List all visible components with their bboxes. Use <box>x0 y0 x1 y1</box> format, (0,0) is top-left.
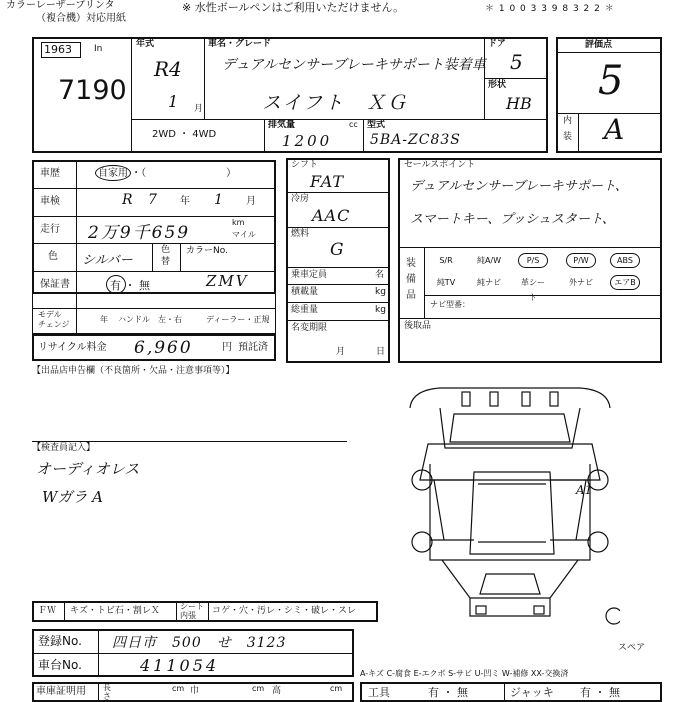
tools-label: 工具 <box>368 686 390 699</box>
seat-text: コゲ・穴・汚レ・シミ・破レ・スレ <box>212 606 357 616</box>
score-value: 5 <box>598 58 624 104</box>
color-value: シルバー <box>82 253 133 268</box>
color-no-label: カラーNo. <box>186 246 228 256</box>
body-type-label: 形状 <box>488 80 507 90</box>
model-change-year: 年 <box>100 315 108 324</box>
cert-height: 高 <box>272 686 282 696</box>
sales-point-line2: スマートキー、プッシュスタート、 <box>410 212 615 227</box>
fw-text: キズ・トビ石・割レＸ <box>70 606 160 616</box>
cert-length-1: 長 <box>103 683 111 692</box>
inspection-era: R <box>122 192 133 208</box>
recycle-unit: 円 <box>222 342 232 353</box>
recycle-label: リサイクル料金 <box>38 342 107 353</box>
history-selected-circle <box>95 165 131 181</box>
cert-length-2: さ <box>103 692 111 701</box>
displacement-label: 排気量 <box>268 120 296 130</box>
color-no-value: ZMV <box>206 272 249 290</box>
drive-type: 2WD ・ 4WD <box>152 129 217 140</box>
model-name-label: 車名・グレード <box>208 39 272 49</box>
inspection-label: 車検 <box>40 196 60 207</box>
recycle-value: 6,960 <box>134 338 193 358</box>
inspection-year: 7 <box>148 192 157 208</box>
equip-genuine-tv: 純TV <box>436 278 456 287</box>
recycle-note: 預託済 <box>238 342 268 353</box>
doors-value: 5 <box>510 50 523 74</box>
color-change-2: 替 <box>161 257 171 267</box>
ac-label: 冷房 <box>291 194 310 204</box>
load-unit: kg <box>375 287 386 297</box>
model-year-value: R4 <box>154 57 182 81</box>
shift-value: FAT <box>310 172 345 191</box>
plate-label: 登録No. <box>38 634 82 648</box>
equip-leather-seats: 革シート <box>521 278 545 302</box>
cert-width: 巾 <box>190 686 200 696</box>
inspection-year-unit: 年 <box>180 196 190 207</box>
cert-label: 車庫証明用 <box>36 686 86 697</box>
interior-label-1: 内 <box>563 116 573 126</box>
car-damage-diagram <box>400 384 620 630</box>
pen-notice: ※ 水性ボールペンはご利用いただけません。 <box>182 1 405 14</box>
equip-sunroof: S/R <box>439 256 453 265</box>
inspector-note-line2: Wガラ A <box>42 488 104 506</box>
mileage-unit-mile: マイル <box>232 230 256 239</box>
mileage-unit-km: km <box>232 218 245 227</box>
jack-value: 有 ・ 無 <box>580 686 620 699</box>
inspection-month: 1 <box>214 192 223 208</box>
model-name-line2: スイフト ＸＧ <box>262 92 409 114</box>
fuel-label: 燃料 <box>291 229 310 239</box>
interior-label-2: 装 <box>563 132 573 142</box>
handle-side: ハンドル 左・右 <box>118 315 182 324</box>
equipment-label-3: 品 <box>406 290 416 301</box>
sales-point-label: セールスポイント <box>404 160 476 170</box>
equipment-label-1: 装 <box>406 258 416 269</box>
load-label: 積載量 <box>291 287 319 297</box>
model-month-value: 1 <box>168 92 179 111</box>
inspector-note-line1: オーディオレス <box>36 460 140 478</box>
capacity-label: 乗車定員 <box>291 270 328 280</box>
diagram-mark-a1: A1 <box>576 483 593 497</box>
model-name-line1: デュアルセンサーブレーキサポート装着車 <box>222 57 486 73</box>
printer-note-line1: カラーレーザープリンタ <box>6 0 115 11</box>
interior-grade: A <box>604 113 625 146</box>
spare-label: スペア <box>618 643 646 653</box>
mileage-label: 走行 <box>40 224 60 235</box>
lot-number: 7190 <box>58 75 127 106</box>
inspector-note-label: 【検査員記入】 <box>32 443 96 453</box>
cert-length-cm: cm <box>172 684 185 693</box>
capacity-unit: 名 <box>375 270 385 280</box>
shift-label: シフト <box>291 160 319 170</box>
fw-label: ＦＷ <box>38 606 57 616</box>
damage-legend: A-キズ C-腐食 E-エクボ S-サビ U-凹ミ W-補修 XX-交換済 <box>360 669 569 678</box>
registration-limit-day: 日 <box>376 347 386 357</box>
gross-label: 総重量 <box>291 305 319 315</box>
jack-label: ジャッキ <box>510 686 554 699</box>
seat-label-2: 内張 <box>180 611 196 620</box>
inspection-month-unit: 月 <box>246 196 256 207</box>
printer-note-line2: （複合機）対応用紙 <box>36 13 126 24</box>
dealer-type: ディーラー・正規 <box>206 315 270 324</box>
exhibitor-note-label: 【出品店申告欄（不良箇所・欠品・注意事項等）】 <box>32 366 235 376</box>
ac-value: AAC <box>312 206 351 225</box>
model-change-label-2: チェンジ <box>38 320 70 329</box>
model-year-label: 年式 <box>136 39 155 49</box>
model-change-label-1: モデル <box>38 310 62 319</box>
model-month-unit: 月 <box>194 104 204 114</box>
displacement-value: 1200 <box>282 132 333 150</box>
plate-value: 四日市 500 せ 3123 <box>112 635 287 651</box>
post-install-label: 後取品 <box>404 321 432 331</box>
body-type-value: HB <box>506 94 532 113</box>
equip-aftermarket-navi: 外ナビ <box>569 278 593 287</box>
warranty-selected-circle <box>106 275 126 294</box>
fuel-value: G <box>330 240 344 260</box>
venue-suffix: In <box>94 44 103 54</box>
color-change-1: 色 <box>161 245 171 255</box>
displacement-unit: cc <box>349 120 358 129</box>
gross-unit: kg <box>375 305 386 315</box>
chassis-label: 車台No. <box>38 658 82 672</box>
equip-power-steering: P/S <box>518 253 548 268</box>
venue-code: 1963 <box>44 43 72 56</box>
warranty-label: 保証書 <box>40 279 70 290</box>
nav-model-label: ナビ型番： <box>430 300 470 309</box>
model-code-label: 型式 <box>367 120 386 130</box>
mileage-value: 2万9千659 <box>88 223 191 243</box>
score-label: 評価点 <box>585 40 613 50</box>
model-code-value: 5BA-ZC83S <box>370 132 461 148</box>
color-label: 色 <box>48 251 58 262</box>
tools-value: 有 ・ 無 <box>428 686 468 699</box>
warranty-value: 有 ・ 無 <box>110 279 150 292</box>
equip-abs: ABS <box>610 253 640 268</box>
equip-alloy-wheels: 純A/W <box>476 256 502 265</box>
cert-height-cm: cm <box>330 684 343 693</box>
equip-power-windows: P/W <box>566 253 596 268</box>
registration-limit-label: 名変期限 <box>291 323 328 333</box>
equipment-label-2: 備 <box>406 274 416 285</box>
equip-genuine-navi: 純ナビ <box>477 278 501 287</box>
registration-limit-month: 月 <box>336 347 346 357</box>
sales-point-line1: デュアルセンサーブレーキサポート、 <box>410 179 628 194</box>
chassis-value: 411054 <box>140 656 220 675</box>
history-options: 自家用 ・（ ） <box>98 168 237 179</box>
cert-width-cm: cm <box>252 684 265 693</box>
serial-number: ＊ 1 0 0 3 3 9 8 3 2 2 ＊ <box>485 4 615 14</box>
equip-airbag: エアB <box>610 275 640 290</box>
seat-label-1: シート <box>180 602 204 611</box>
doors-label: ドア <box>488 39 506 49</box>
history-label: 車歴 <box>40 168 60 179</box>
